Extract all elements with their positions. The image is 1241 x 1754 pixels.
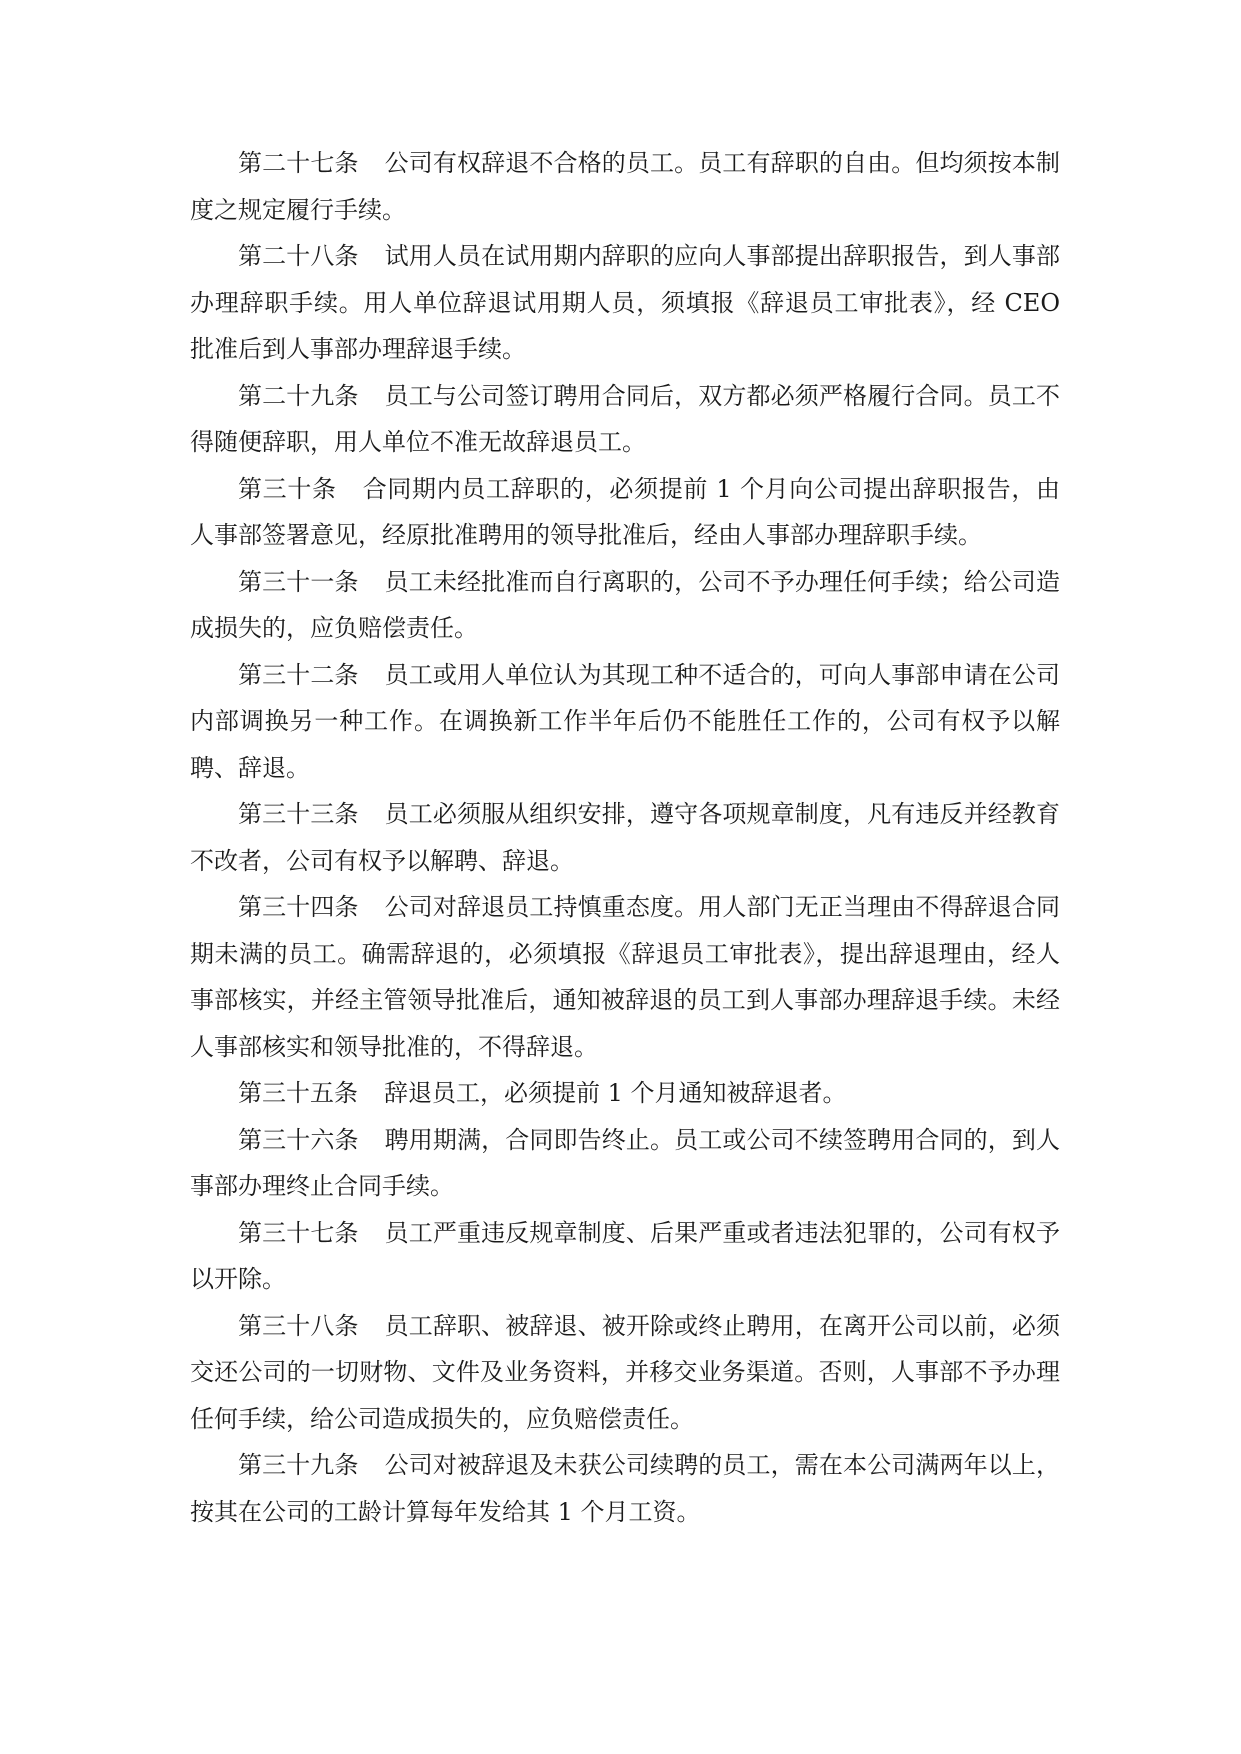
- article-number: 第二十八条: [238, 242, 359, 270]
- article-text: 员工与公司签订聘用合同后，双方都必须严格履行合同。员工不得随便辞职，用人单位不准无故辞退员工。: [190, 381, 1060, 456]
- article-text: 试用人员在试用期内辞职的应向人事部提出辞职报告，到人事部办理辞职手续。用人单位辞退试用期人员，须填报《辞退员工审批表》，经 CEO 批准后到人事部办理辞退手续。: [190, 242, 1060, 363]
- article-number: 第三十二条: [238, 660, 359, 689]
- article-34: [190, 884, 1060, 1070]
- article-number: 第三十八条: [238, 1311, 359, 1340]
- article-number: 第二十七条: [238, 149, 359, 177]
- article-number: 第二十九条: [238, 381, 359, 410]
- article-number: 第三十六条: [238, 1125, 359, 1154]
- article-29: [190, 373, 1060, 466]
- document-page: [190, 140, 1060, 1535]
- article-33: [190, 791, 1060, 884]
- article-number: 第三十四条: [238, 893, 359, 921]
- article-text: 公司对被辞退及未获公司续聘的员工，需在本公司满两年以上，按其在公司的工龄计算每年发给其 1 个月工资。: [190, 1451, 1060, 1526]
- article-number: 第三十一条: [238, 567, 359, 596]
- article-36: [190, 1117, 1060, 1210]
- article-text: 员工必须服从组织安排，遵守各项规章制度，凡有违反并经教育不改者，公司有权予以解聘、辞退。: [190, 800, 1060, 875]
- article-39: [190, 1442, 1060, 1535]
- article-text: 聘用期满，合同即告终止。员工或公司不续签聘用合同的，到人事部办理终止合同手续。: [190, 1125, 1060, 1200]
- article-32: [190, 652, 1060, 792]
- article-text: 员工未经批准而自行离职的，公司不予办理任何手续；给公司造成损失的，应负赔偿责任。: [190, 567, 1060, 642]
- article-text: 合同期内员工辞职的，必须提前 1 个月向公司提出辞职报告，由人事部签署意见，经原批准聘用的领导批准后，经由人事部办理辞职手续。: [190, 474, 1060, 549]
- article-number: 第三十七条: [238, 1218, 359, 1247]
- article-number: 第三十九条: [238, 1451, 359, 1479]
- article-text: 公司有权辞退不合格的员工。员工有辞职的自由。但均须按本制度之规定履行手续。: [190, 149, 1060, 224]
- article-31: [190, 559, 1060, 652]
- article-text: 辞退员工，必须提前 1 个月通知被辞退者。: [384, 1079, 847, 1107]
- article-38: [190, 1303, 1060, 1443]
- article-35: [190, 1070, 1060, 1117]
- article-number: 第三十条: [238, 474, 337, 503]
- article-number: 第三十五条: [238, 1079, 358, 1107]
- article-37: [190, 1210, 1060, 1303]
- article-28: [190, 233, 1060, 373]
- article-number: 第三十三条: [238, 800, 359, 828]
- article-text: 员工严重违反规章制度、后果严重或者违法犯罪的，公司有权予以开除。: [190, 1218, 1060, 1293]
- article-30: [190, 466, 1060, 559]
- article-text: 员工辞职、被辞退、被开除或终止聘用，在离开公司以前，必须交还公司的一切财物、文件及业务资料，并移交业务渠道。否则，人事部不予办理任何手续，给公司造成损失的，应负赔偿责任。: [190, 1311, 1060, 1433]
- article-text: 公司对辞退员工持慎重态度。用人部门无正当理由不得辞退合同期未满的员工。确需辞退的，必须填报《辞退员工审批表》，提出辞退理由，经人事部核实，并经主管领导批准后，通知被辞退的员工到人事部办理辞退手续。未经人事部核实和领导批准的，不得辞退。: [190, 893, 1060, 1061]
- article-27: [190, 140, 1060, 233]
- article-text: 员工或用人单位认为其现工种不适合的，可向人事部申请在公司内部调换另一种工作。在调换新工作半年后仍不能胜任工作的，公司有权予以解聘、辞退。: [190, 660, 1060, 782]
